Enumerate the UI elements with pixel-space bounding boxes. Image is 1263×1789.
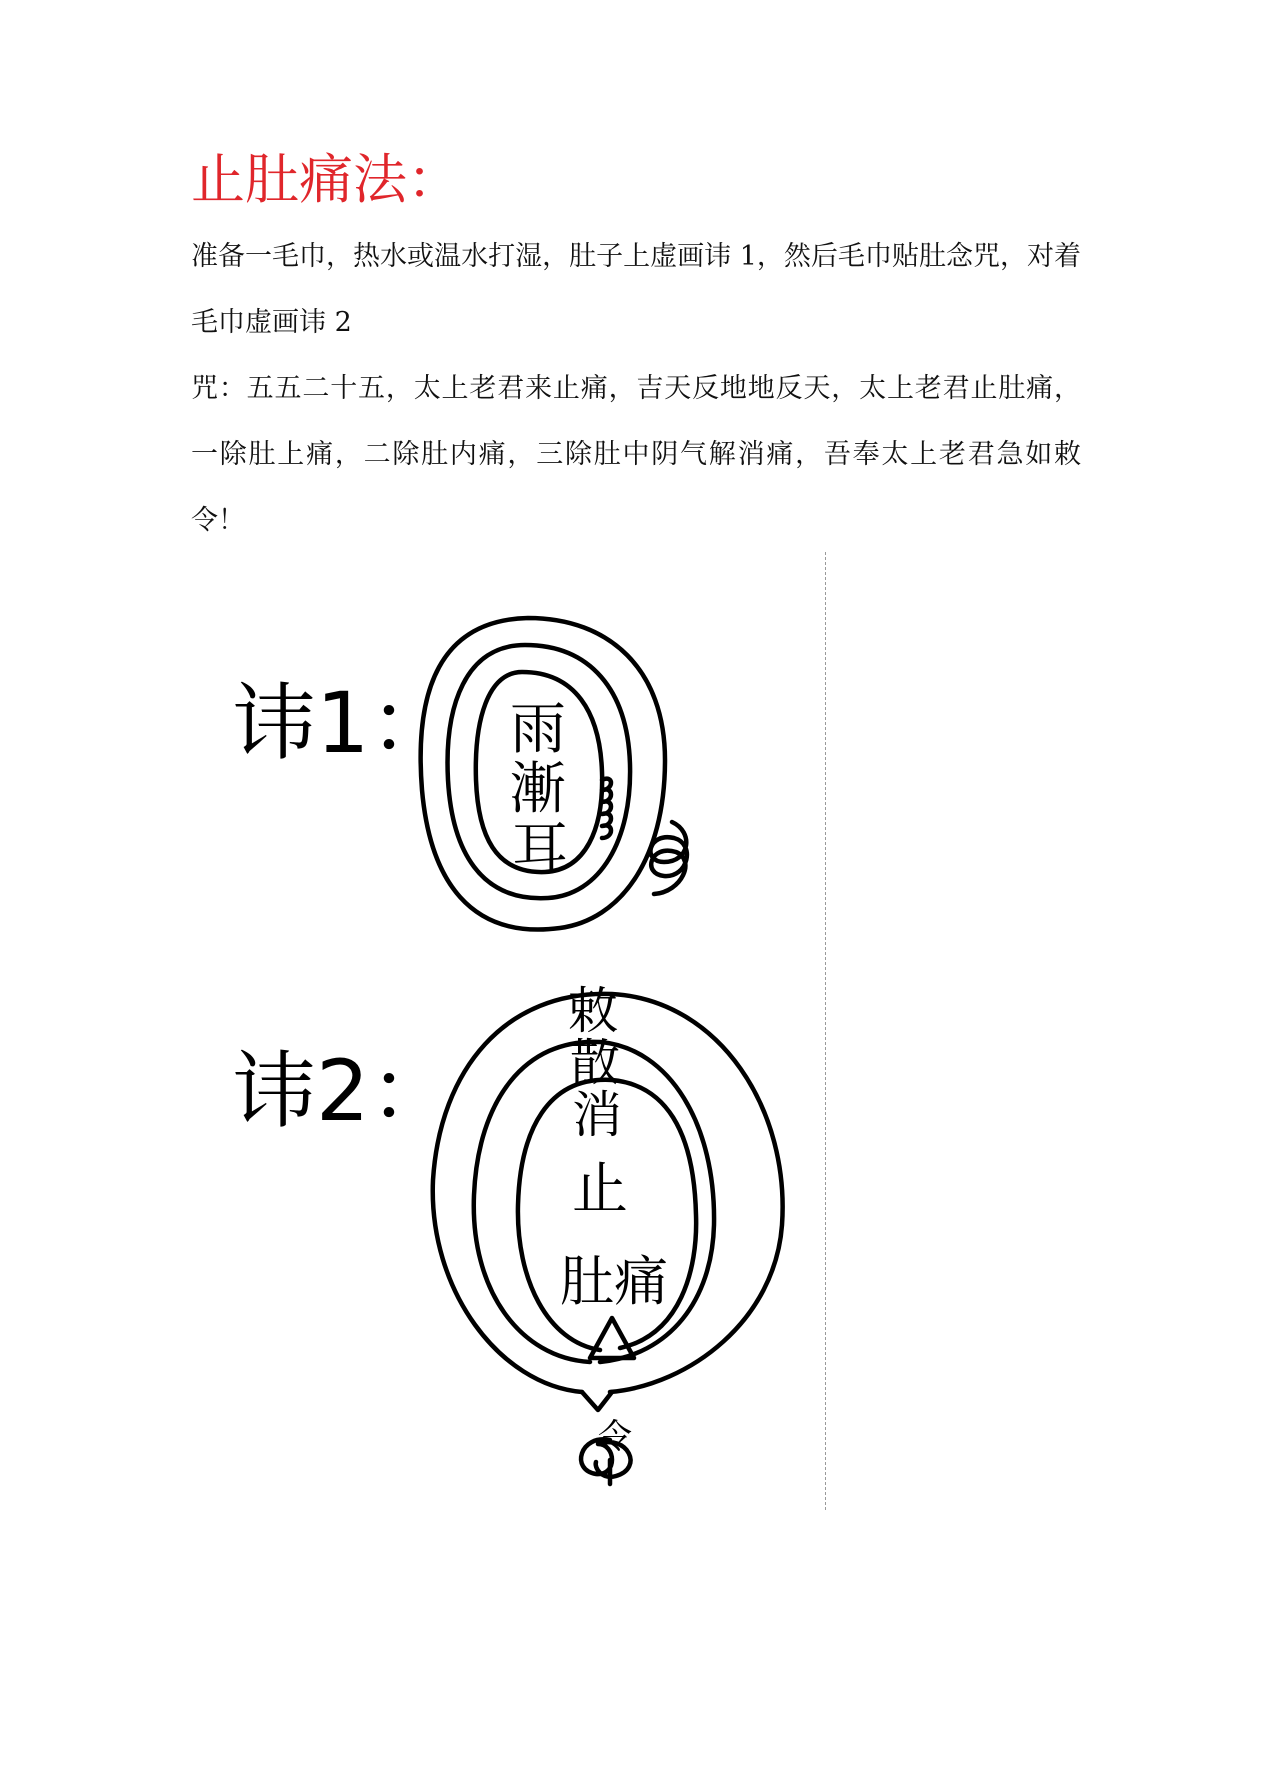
talisman-1-label: 讳1： — [232, 674, 454, 772]
talisman-1-char-1: 雨 — [510, 697, 566, 762]
incantation-paragraph: 咒：五五二十五，太上老君来止痛，吉天反地地反天，太上老君止肚痛，一除肚上痛，二除肚内痛，三除肚中阴气解消痛，吾奉太上老君急如敕令！ — [191, 373, 1081, 536]
talisman-figures — [190, 552, 830, 1512]
talisman-1-char-2: 漸 — [510, 757, 566, 822]
talisman-2-char-1: 敕 — [568, 982, 618, 1040]
talisman-2-label: 讳2： — [232, 1042, 454, 1140]
instruction-paragraph: 准备一毛巾，热水或温水打湿，肚子上虚画讳 1，然后毛巾贴肚念咒，对着毛巾虚画讳 2 — [191, 241, 1081, 338]
talisman-2-char-5: 肚痛 — [560, 1250, 668, 1313]
talisman-2-notch — [582, 1392, 612, 1410]
talisman-2-char-3: 消 — [572, 1086, 622, 1144]
talisman-1-beads — [602, 779, 611, 838]
document-body — [191, 148, 1081, 554]
talisman-1-char-3: 耳 — [512, 817, 568, 882]
document-title: 止肚痛法： — [191, 148, 461, 211]
talisman-2-char-4: 止 — [572, 1157, 628, 1222]
talisman-2-char-2: 散 — [570, 1034, 620, 1092]
talisman-2-mark: 令 — [598, 1417, 632, 1457]
talisman-2-triangle — [590, 1318, 634, 1358]
